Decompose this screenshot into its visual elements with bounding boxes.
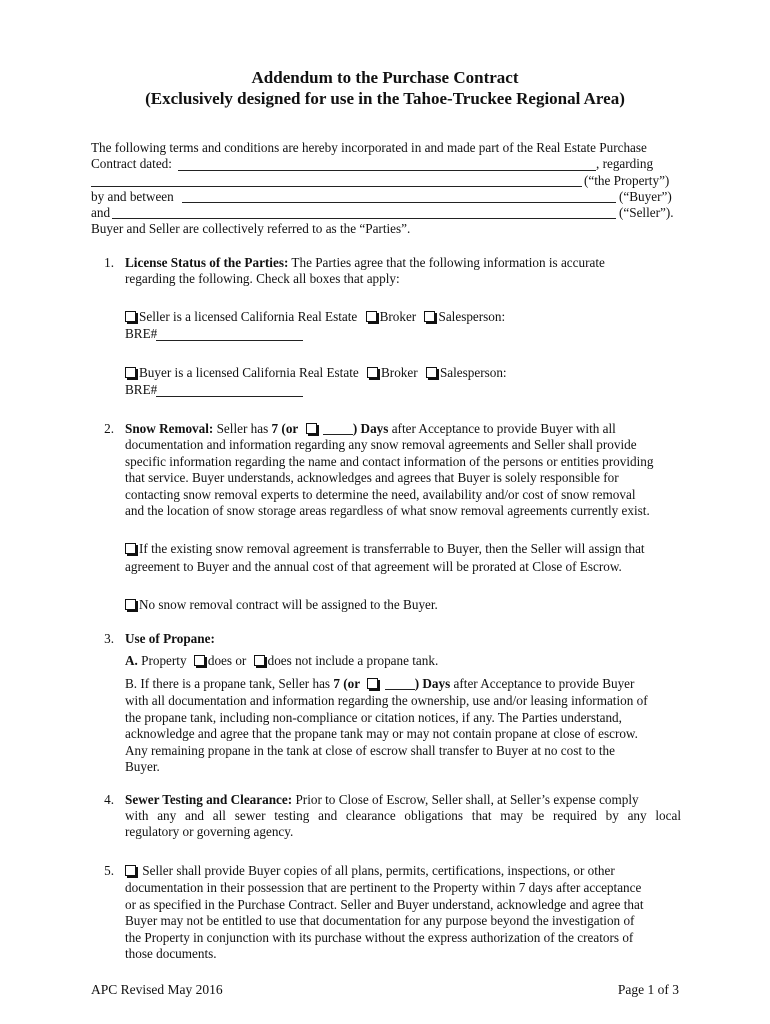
- section-4-heading: Sewer Testing and Clearance:: [125, 792, 293, 807]
- buyer-licensed-checkbox[interactable]: [125, 367, 136, 378]
- section-3-heading: Use of Propane:: [125, 631, 215, 646]
- contract-date-field[interactable]: [178, 170, 596, 171]
- section-3-line-3: acknowledge and agree that the propane tank may or may not contain propane at close of escrow.: [125, 726, 638, 741]
- snow-transfer-text-1: If the existing snow removal agreement is transferrable to Buyer, then the Seller will assign that: [139, 541, 645, 556]
- section-4-number: 4.: [104, 792, 114, 807]
- section-5-line-3: or as specified in the Purchase Contract. Seller and Buyer understand, acknowledge and agree that: [125, 896, 644, 912]
- propane-b-text-b: after Acceptance to provide Buyer: [450, 676, 635, 691]
- footer-revision: APC Revised May 2016: [91, 982, 223, 997]
- seller-label: (“Seller”).: [619, 205, 674, 220]
- section-3-line-5: Buyer.: [125, 759, 160, 774]
- section-5-body: [125, 880, 681, 963]
- section-5-first-line: [125, 863, 615, 880]
- section-1-heading: License Status of the Parties:: [125, 255, 289, 270]
- propane-days-close: ) Days: [414, 676, 451, 691]
- section-2-text-b: after Acceptance to provide Buyer with all: [388, 421, 616, 436]
- buyer-bre-label: BRE#: [125, 382, 158, 397]
- no-snow-contract-checkbox[interactable]: [125, 599, 136, 610]
- propane-does-label: does or: [207, 653, 247, 668]
- section-1-text: [125, 255, 680, 272]
- propane-b-first-line: [125, 676, 634, 693]
- section-5-checkbox[interactable]: [125, 865, 136, 876]
- footer-page-number: Page 1 of 3: [617, 982, 679, 997]
- seller-bre-label: BRE#: [125, 326, 158, 341]
- document-subtitle: (Exclusively designed for use in the Tahoe-Truckee Regional Area): [145, 89, 625, 108]
- seller-broker-label: Broker: [379, 309, 417, 324]
- buyer-salesperson-checkbox[interactable]: [426, 367, 437, 378]
- section-2-line-5: and the location of snow storage areas regardless of what snow removal agreements currently exist.: [125, 503, 650, 518]
- seller-licensed-checkbox[interactable]: [125, 311, 136, 322]
- parties-line: Buyer and Seller are collectively referred to as the “Parties”.: [91, 221, 411, 236]
- section-5-number: 5.: [104, 863, 114, 878]
- section-5-text-1: Seller shall provide Buyer copies of all plans, permits, certifications, inspections, or other: [139, 863, 615, 878]
- buyer-broker-label: Broker: [381, 365, 418, 380]
- section-2-line-4: contacting snow removal experts to determine the need, availability and/or cost of snow removal: [125, 486, 636, 502]
- section-1-number: 1.: [104, 255, 114, 270]
- snow-days-field[interactable]: [323, 424, 353, 435]
- propane-does-not-checkbox[interactable]: [254, 655, 265, 666]
- document-title: Addendum to the Purchase Contract: [251, 68, 519, 87]
- section-1-text-2: regarding the following. Check all boxes that apply:: [125, 271, 400, 286]
- section-2-days-close: ) Days: [352, 421, 389, 436]
- section-5-line-4: Buyer may not be entitled to use that documentation for any purpose beyond the investigation of: [125, 913, 635, 928]
- propane-does-checkbox[interactable]: [194, 655, 205, 666]
- snow-transfer-line-2: agreement to Buyer and the annual cost of that agreement will be prorated at Close of Escrow.: [125, 559, 622, 574]
- buyer-label: (“Buyer”): [619, 189, 672, 204]
- snow-days-checkbox[interactable]: [306, 423, 317, 434]
- section-2-line-3: that service. Buyer understands, acknowledges and agrees that Buyer is solely responsible for: [125, 470, 619, 485]
- buyer-license-row: [125, 365, 507, 382]
- no-snow-contract-line: [125, 597, 438, 614]
- section-5-line-2: documentation in their possession that are pertinent to the Property within 7 days after acceptance: [125, 880, 642, 895]
- propane-a-label: A.: [125, 653, 138, 668]
- buyer-license-label: Buyer is a licensed California Real Estate: [139, 365, 359, 380]
- seller-bre-field[interactable]: [156, 340, 303, 341]
- propane-a-property: Property: [137, 653, 187, 668]
- intro-line-1: The following terms and conditions are hereby incorporated in and made part of the Real Estate Purchase: [91, 140, 647, 155]
- seller-salesperson-label: Salesperson:: [438, 309, 506, 324]
- section-3-line-1: with all documentation and information regarding the ownership, use and/or leasing information of: [125, 693, 648, 708]
- section-3-number: 3.: [104, 631, 114, 646]
- buyer-salesperson-label: Salesperson:: [439, 365, 507, 380]
- section-4-first-line: [125, 792, 639, 809]
- propane-days-field[interactable]: [385, 679, 415, 690]
- regarding-label: , regarding: [596, 156, 654, 171]
- section-2-line-2: specific information regarding the name and contact information of the persons or entities providing: [125, 453, 654, 469]
- propane-a-line: [125, 653, 438, 670]
- seller-broker-checkbox[interactable]: [366, 311, 377, 322]
- section-2-days-open: 7 (or: [271, 421, 299, 436]
- buyer-name-field[interactable]: [182, 202, 616, 203]
- propane-does-not-label: does not include a propane tank.: [267, 653, 439, 668]
- section-3-line-2: the propane tank, including non-compliance or citation notices, if any. The Parties understand,: [125, 709, 622, 725]
- section-2-number: 2.: [104, 421, 114, 436]
- buyer-bre-field[interactable]: [156, 396, 303, 397]
- seller-license-row: [125, 309, 505, 326]
- section-5-line-5: the Property in conjunction with its purchase without the express authorization of the creators of: [125, 929, 634, 945]
- by-and-between-label: by and between: [91, 189, 174, 204]
- seller-name-field[interactable]: [112, 218, 616, 219]
- section-2-line-1: documentation and information regarding any snow removal agreements and Seller shall provide: [125, 437, 637, 452]
- seller-salesperson-checkbox[interactable]: [424, 311, 435, 322]
- snow-transfer-line-1: [125, 541, 645, 558]
- section-4-line-2: with any and all sewer testing and clearance obligations that may be required by any local: [125, 808, 681, 823]
- section-2-body: [125, 437, 681, 520]
- the-property-label: (“the Property”): [584, 173, 670, 188]
- seller-license-label: Seller is a licensed California Real Estate: [139, 309, 358, 324]
- propane-b-text-a: B. If there is a propane tank, Seller has: [125, 676, 334, 691]
- snow-transfer-checkbox[interactable]: [125, 543, 136, 554]
- buyer-broker-checkbox[interactable]: [367, 367, 378, 378]
- section-5-line-6: those documents.: [125, 946, 217, 961]
- section-2-heading: Snow Removal:: [125, 421, 214, 436]
- section-2-first-line: [125, 421, 616, 438]
- section-1-text-1: The Parties agree that the following information is accurate: [288, 255, 605, 270]
- contract-dated-label: Contract dated:: [91, 156, 172, 171]
- section-4-text-1: Prior to Close of Escrow, Seller shall, at Seller’s expense comply: [292, 792, 639, 807]
- propane-days-checkbox[interactable]: [367, 678, 378, 689]
- section-4-line-3: regulatory or governing agency.: [125, 824, 294, 839]
- section-3-line-4: Any remaining propane in the tank at close of escrow shall transfer to Buyer at no cost to the: [125, 742, 615, 758]
- section-2-text-a: Seller has: [213, 421, 272, 436]
- property-field[interactable]: [91, 186, 582, 187]
- and-label: and: [91, 205, 111, 220]
- section-3-body: [125, 693, 681, 776]
- no-snow-contract-text: No snow removal contract will be assigned to the Buyer.: [139, 597, 438, 612]
- propane-days-open: 7 (or: [333, 676, 361, 691]
